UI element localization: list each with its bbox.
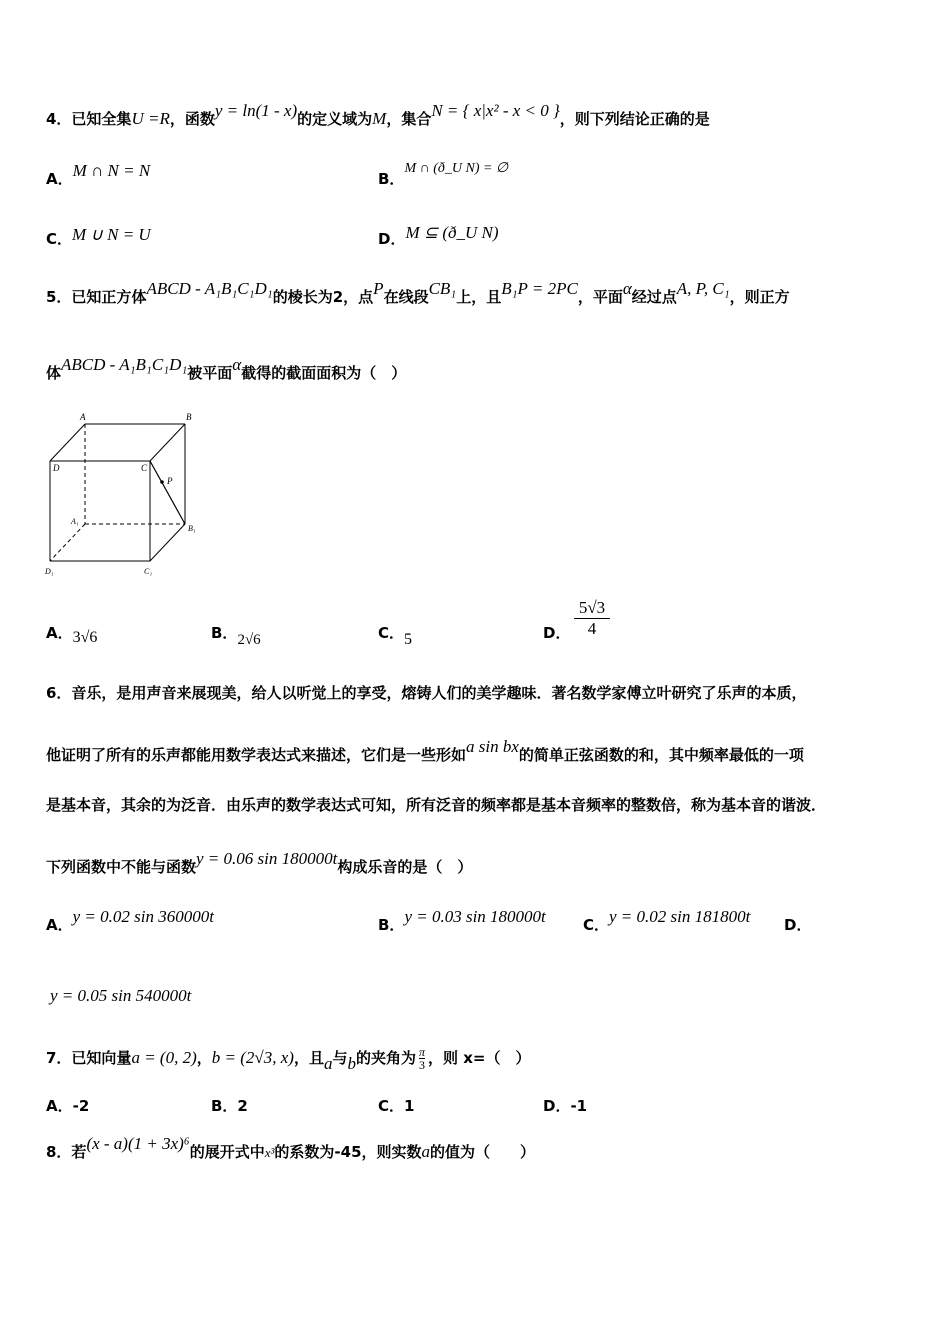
q6-option-b[interactable]: B．y = 0.03 sin 180000t: [378, 907, 546, 934]
label-b1: B₁: [188, 524, 196, 533]
q6-stem-line1: 6．音乐，是用声音来展现美，给人以听觉上的享受，熔铸人们的美学趣味．著名数学家傅立叶研究了乐声的本质，: [46, 684, 807, 702]
q4-option-b[interactable]: B．M ∩ (ð_U N) = ∅: [378, 161, 509, 188]
q7-option-d[interactable]: D．-1: [543, 1097, 588, 1115]
q8-stem: 8．若(x - a)(1 + 3x)⁶的展开式中x³的系数为-45，则实数a的值为（ ）: [46, 1134, 536, 1161]
q7-stem: 7．已知向量a = (0, 2)，b = (2√3, x)，且a与b的夹角为 $\frac{\pi}{3}$ ，则 x=（ ）: [46, 1045, 531, 1073]
q6-stem-line2: 他证明了所有的乐声都能用数学表达式来描述，它们是一些形如a sin bx的简单正弦函数的和，其中频率最低的一项: [46, 737, 804, 764]
q7-angle-fraction: $\frac{\pi}{3}$: [418, 1045, 425, 1072]
q4-option-c[interactable]: C．M ∪ N = U: [46, 225, 151, 248]
q5-stem-line2: 体ABCD - A₁B₁C₁D₁被平面α截得的截面面积为（ ）: [46, 355, 407, 382]
q4-stem: 4．已知全集U =R，函数y = ln(1 - x)的定义域为M，集合N = { x|x² - x < 0 }，则下列结论正确的是: [46, 101, 710, 128]
q5-stem-line1: 5．已知正方体ABCD - A₁B₁C₁D₁的棱长为2，点P在线段CB₁上，且B₁P = 2PC，平面α经过点A, P, C₁，则正方: [46, 279, 790, 306]
label-b: B: [186, 412, 192, 422]
q4-option-a[interactable]: A．M ∩ N = N: [46, 161, 151, 188]
q6-option-d[interactable]: D．: [784, 916, 812, 934]
label-p: P: [167, 476, 173, 486]
q6-option-d-math: y = 0.05 sin 540000t: [50, 986, 192, 1005]
q6-option-a[interactable]: A．y = 0.02 sin 360000t: [46, 907, 214, 934]
q6-option-c[interactable]: C．y = 0.02 sin 181800t: [583, 907, 751, 934]
q6-stem-line3: 是基本音，其余的为泛音．由乐声的数学表达式可知，所有泛音的频率都是基本音频率的整数倍，称为基本音的谐波．: [46, 796, 827, 814]
label-a1: A₁: [71, 517, 79, 526]
label-d1: D₁: [45, 567, 54, 576]
q4-option-d[interactable]: D．M ⊆ (ð_U N): [378, 223, 499, 248]
q7-option-b[interactable]: B．2: [211, 1097, 248, 1115]
q7-option-a[interactable]: A．-2: [46, 1097, 90, 1115]
q5-option-a[interactable]: A．3√6: [46, 624, 98, 646]
label-d: D: [53, 463, 60, 473]
label-c: C: [141, 463, 148, 473]
q5-option-b[interactable]: B．2√6: [211, 624, 261, 648]
cube-figure: [40, 408, 210, 580]
label-c1: C₁: [144, 567, 153, 576]
q7-option-c[interactable]: C．1: [378, 1097, 415, 1115]
label-a: A: [80, 412, 86, 422]
q6-stem-line4: 下列函数中不能与函数y = 0.06 sin 180000t构成乐音的是（ ）: [46, 849, 473, 876]
q5-option-c[interactable]: C．5: [378, 624, 413, 648]
q5-option-d-fraction: $\frac{5√3}{4}$: [574, 598, 610, 639]
q5-option-d[interactable]: D．: [543, 624, 571, 642]
